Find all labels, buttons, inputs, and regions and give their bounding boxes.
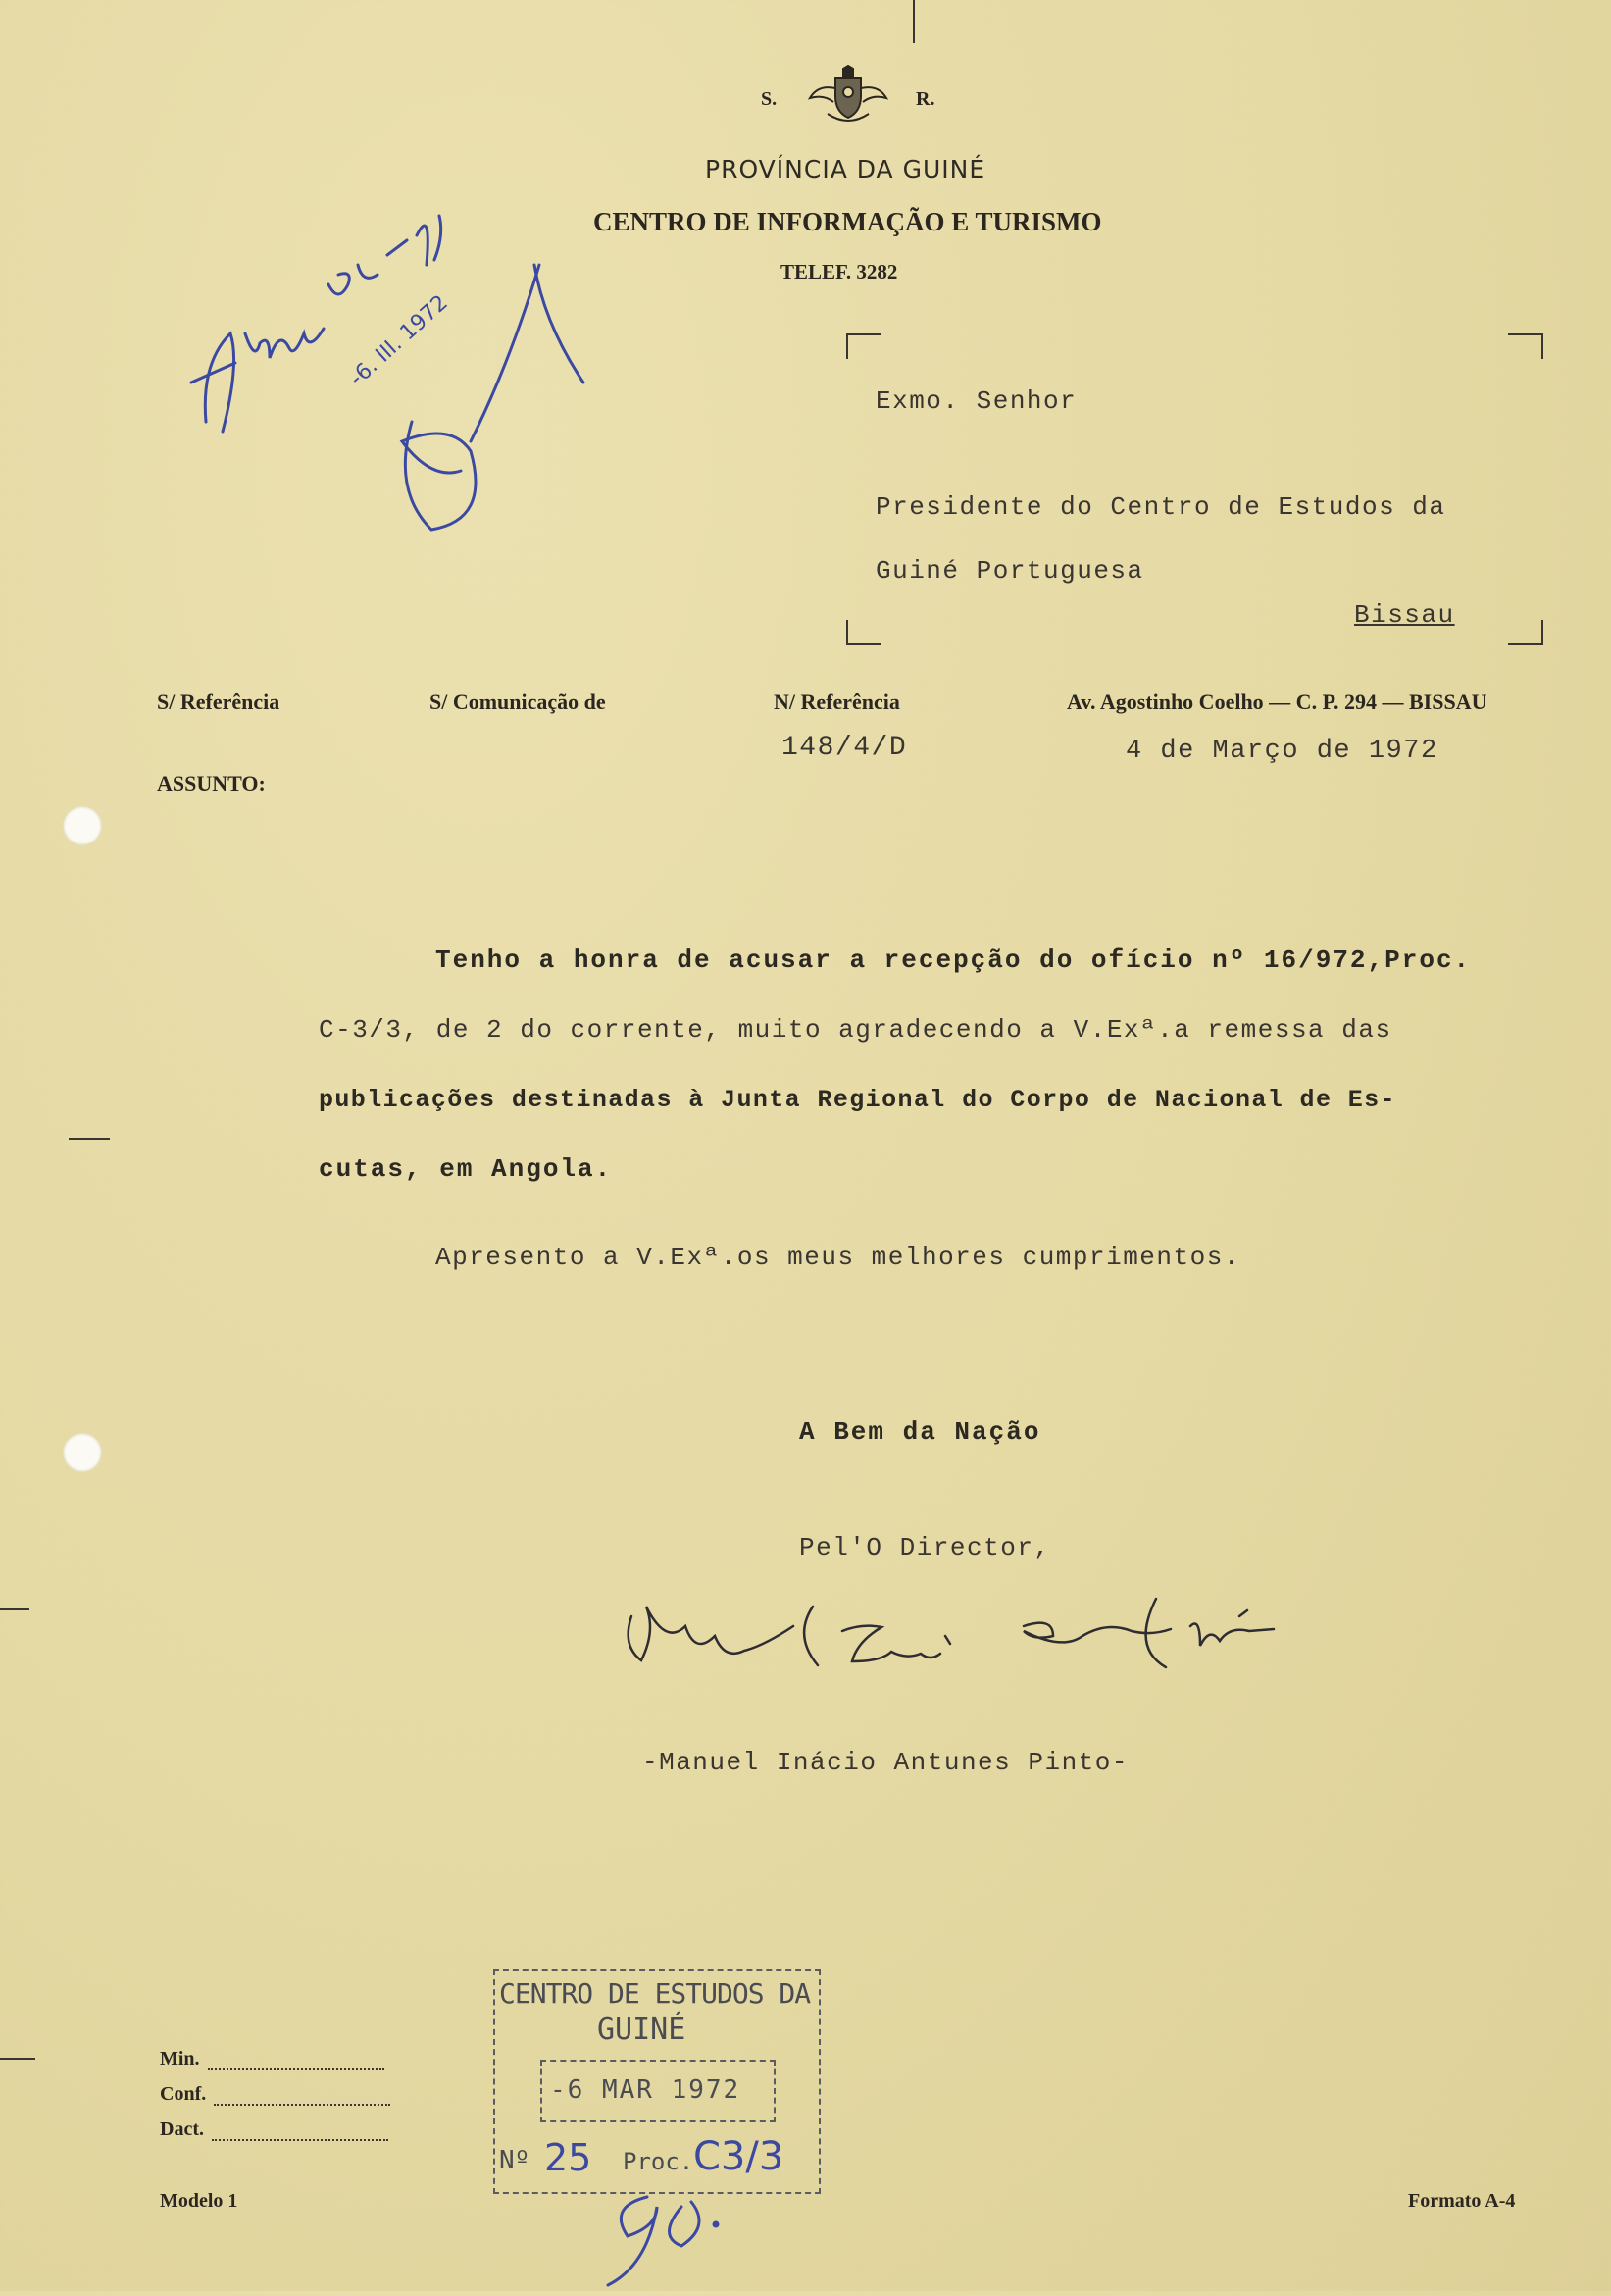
min-dotted-line bbox=[208, 2051, 384, 2070]
phone-number: TELEF. 3282 bbox=[780, 260, 898, 283]
province-title: PROVÍNCIA DA GUINÉ bbox=[705, 155, 986, 183]
recipient-city: Bissau bbox=[1354, 600, 1455, 630]
stamp-proc-label: Proc. bbox=[623, 2148, 694, 2175]
letterhead-right-initial: R. bbox=[916, 88, 935, 110]
body-line-3: publicações destinadas à Junta Regional do Corpo de Nacional de Es- bbox=[319, 1086, 1396, 1114]
footer-min bbox=[160, 2048, 384, 2070]
body-line-2: C-3/3, de 2 do corrente, muito agradecendo a V.Exª.a remessa das bbox=[319, 1015, 1392, 1045]
recipient-salutation: Exmo. Senhor bbox=[876, 386, 1078, 416]
stamp-line-1: CENTRO DE ESTUDOS DA bbox=[499, 1977, 811, 2010]
signatory-name: -Manuel Inácio Antunes Pinto- bbox=[642, 1748, 1129, 1777]
address-window-corner bbox=[846, 333, 881, 359]
n-referencia-value: 148/4/D bbox=[781, 733, 908, 763]
dact-dotted-line bbox=[212, 2121, 388, 2141]
signature bbox=[612, 1577, 1396, 1685]
left-margin-mark bbox=[0, 1608, 29, 1610]
letter-date: 4 de Março de 1972 bbox=[1126, 737, 1438, 766]
stamp-date-box bbox=[540, 2060, 776, 2122]
received-stamp bbox=[493, 1969, 821, 2194]
closing-motto: A Bem da Nação bbox=[799, 1417, 1041, 1447]
assunto-label: ASSUNTO: bbox=[157, 771, 266, 795]
s-comunicacao-label: S/ Comunicação de bbox=[429, 689, 606, 714]
coat-of-arms-icon bbox=[806, 65, 890, 128]
office-title: CENTRO DE INFORMAÇÃO E TURISMO bbox=[593, 207, 1102, 236]
stamp-number-label: Nº bbox=[499, 2146, 530, 2175]
stamp-number-value: 25 bbox=[544, 2136, 592, 2179]
stamp-line-2: GUINÉ bbox=[597, 2013, 686, 2047]
recipient-line-1: Presidente do Centro de Estudos da bbox=[876, 492, 1446, 522]
closing-on-behalf: Pel'O Director, bbox=[799, 1533, 1051, 1562]
letterhead-left-initial: S. bbox=[761, 88, 778, 110]
body-paragraph-2: Apresento a V.Exª.os meus melhores cumprimentos. bbox=[435, 1243, 1240, 1272]
sender-address: Av. Agostinho Coelho — C. P. 294 — BISSAU bbox=[1067, 689, 1487, 714]
left-margin-mark bbox=[69, 1138, 110, 1140]
stamp-proc-value: C3/3 bbox=[693, 2134, 784, 2179]
footer-conf bbox=[160, 2083, 390, 2106]
footer-dact-label: Dact. bbox=[160, 2118, 204, 2140]
footer-dact bbox=[160, 2118, 388, 2141]
body-line-4: cutas, em Angola. bbox=[319, 1154, 613, 1184]
address-window-corner bbox=[1508, 333, 1543, 359]
svg-text:-6. III. 1972: -6. III. 1972 bbox=[344, 290, 453, 391]
handwritten-stamp-number bbox=[588, 2168, 784, 2291]
top-fold-mark bbox=[913, 0, 915, 43]
conf-dotted-line bbox=[214, 2086, 390, 2106]
n-referencia-label: N/ Referência bbox=[774, 689, 900, 714]
address-window-corner bbox=[846, 620, 881, 645]
punch-hole bbox=[63, 806, 102, 845]
footer-model: Modelo 1 bbox=[160, 2190, 238, 2212]
footer-conf-label: Conf. bbox=[160, 2083, 207, 2105]
stamp-date: -6 MAR 1972 bbox=[550, 2075, 741, 2105]
footer-format: Formato A-4 bbox=[1408, 2190, 1516, 2212]
footer-min-label: Min. bbox=[160, 2048, 200, 2069]
punch-hole bbox=[63, 1433, 102, 1472]
address-window-corner bbox=[1508, 620, 1543, 645]
handwritten-archive-note bbox=[186, 186, 618, 579]
s-referencia-label: S/ Referência bbox=[157, 689, 280, 714]
recipient-line-2: Guiné Portuguesa bbox=[876, 556, 1144, 586]
body-line-1: Tenho a honra de acusar a recepção do ofício nº 16/972,Proc. bbox=[435, 945, 1472, 975]
left-margin-mark bbox=[0, 2058, 35, 2060]
